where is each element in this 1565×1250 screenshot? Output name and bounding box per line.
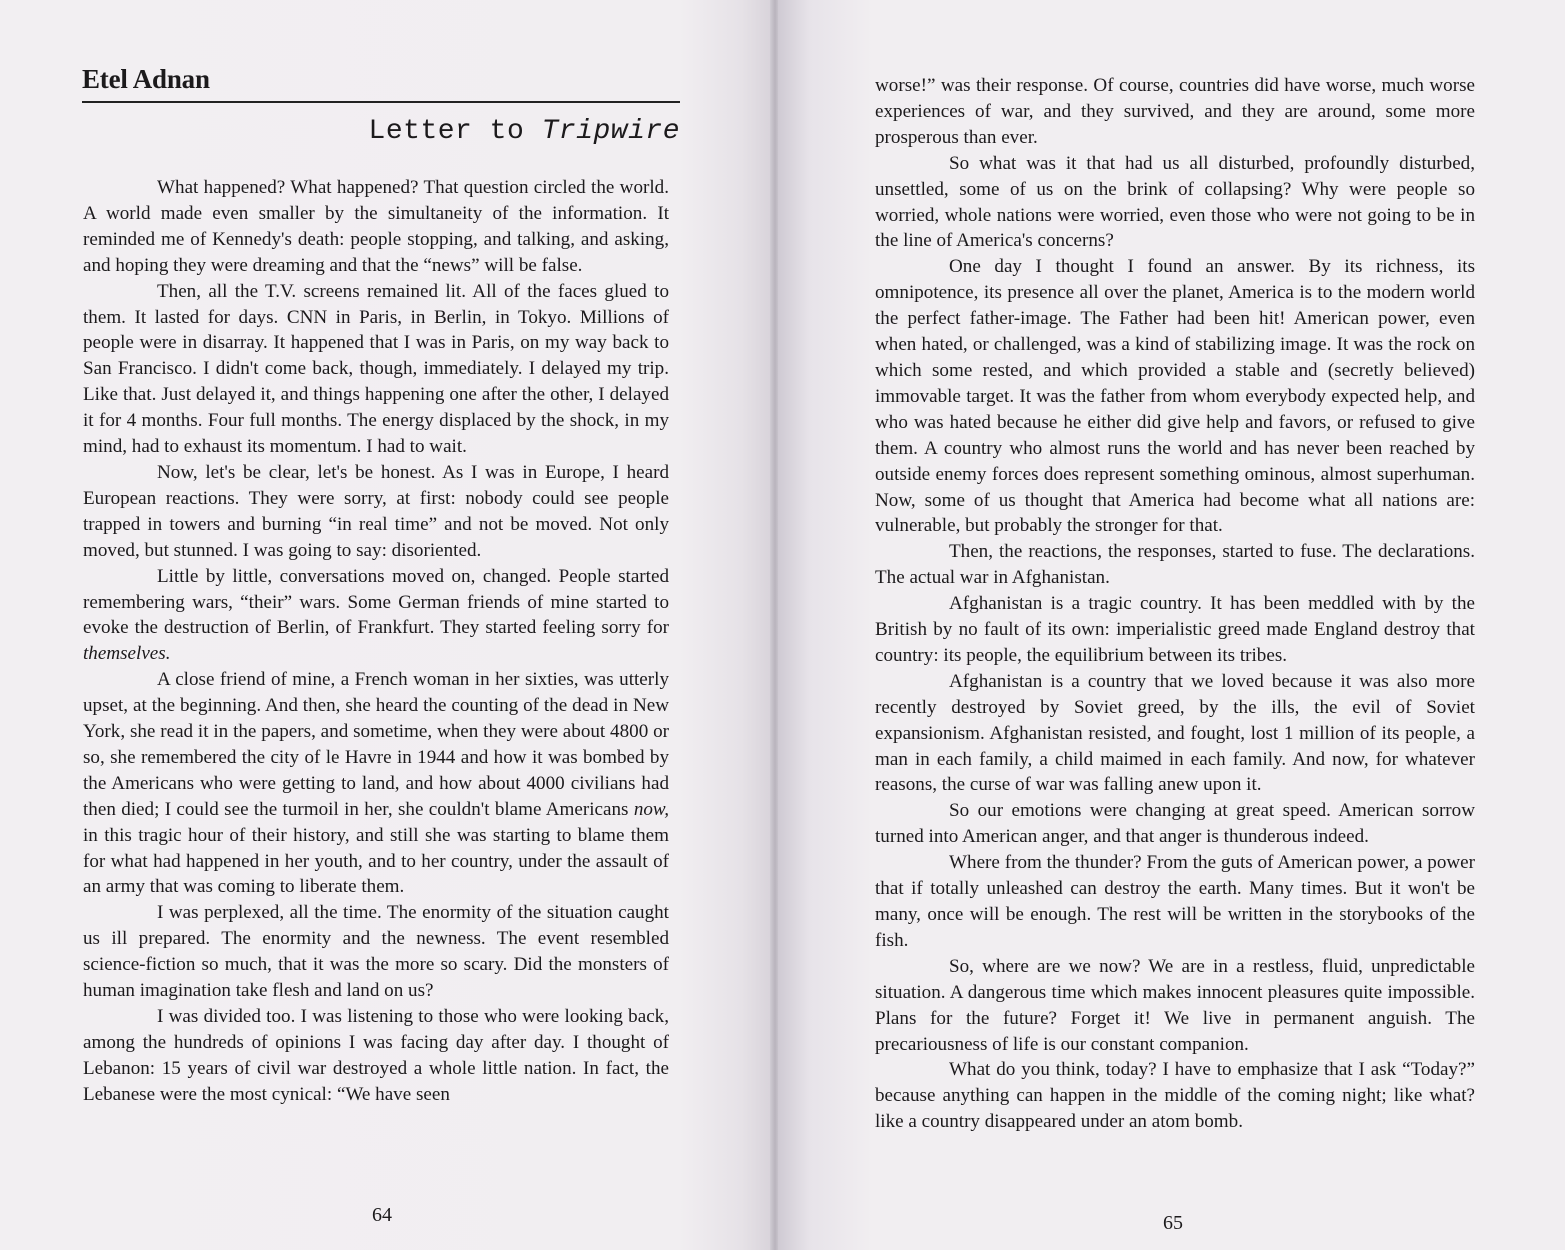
- paragraph-text: Little by little, conversations moved on, changed. People started remembering wars, “their” wars. Some German friends of mine started to evoke the destruction of Berlin, of Frankfurt. They started feeling sorry for: [83, 565, 669, 639]
- paragraph: What happened? What happened? That question circled the world. A world made even smaller by the simultaneity of the information. It reminded me of Kennedy's death: people stopping, and talking, and asking, and hoping they were dreaming and that the “news” will be false.: [83, 177, 669, 276]
- paragraph: [83, 667, 669, 900]
- left-body-text: [83, 175, 669, 1108]
- paragraph: [83, 564, 669, 668]
- paragraph: So what was it that had us all disturbed, profoundly disturbed, unsettled, some of us on the brink of collapsing? Why were people so worried, whole nations were worried, even those who were not going to be in the line of America's concerns?: [875, 152, 1475, 252]
- paragraph: Now, let's be clear, let's be honest. As I was in Europe, I heard European reactions. They were sorry, at first: nobody could see people trapped in towers and burning “in real time” and not be moved. Not only moved, but stunned. I was going to say: disoriented.: [83, 461, 669, 561]
- paragraph: What do you think, today? I have to emphasize that I ask “Today?” because anything can happen in the middle of the coming night; like what? like a country disappeared under an atom bomb.: [875, 1059, 1475, 1133]
- paragraph-continuation: worse!” was their response. Of course, countries did have worse, much worse experiences of war, and they survived, and they are around, some more prosperous than ever.: [875, 75, 1475, 148]
- paragraph: Where from the thunder? From the guts of American power, a power that if totally unleashed can destroy the earth. Many times. But it won't be many, once will be enough. The rest will be written in the storybooks of the fish.: [875, 852, 1475, 951]
- paragraph: Afghanistan is a tragic country. It has been meddled with by the British by no fault of its own: imperialistic greed made England destroy that country: its people, the equilibrium between its tribes.: [875, 593, 1475, 666]
- paragraph: Then, all the T.V. screens remained lit. All of the faces glued to them. It lasted for days. CNN in Paris, in Berlin, in Tokyo. Millions of people were in disarray. It happened that I was in Paris, on my way back to San Francisco. I didn't come back, though, immediately. I delayed my trip. Like that. Just delayed it, and things happening one after the other, I delayed it for 4 months. Four full months. The energy displaced by the shock, in my mind, had to exhaust its momentum. I had to wait.: [83, 280, 669, 458]
- paragraph: I was perplexed, all the time. The enormity of the situation caught us ill prepared. The enormity and the newness. The event resembled science-fiction so much, that it was the more so scary. Did the monsters of human imagination take flesh and land on us?: [83, 902, 669, 1002]
- title-italic: Tripwire: [541, 116, 680, 147]
- author-name: Etel Adnan: [82, 64, 210, 94]
- title-prefix: Letter to: [368, 116, 542, 147]
- paragraph-text: in this tragic hour of their history, and still she was starting to blame them for what had happened in her youth, and to her country, under the assault of an army that was coming to liberate them.: [83, 824, 669, 898]
- right-body-text: [875, 73, 1475, 1135]
- emphasis: now,: [633, 798, 669, 820]
- paragraph: So, where are we now? We are in a restless, fluid, unpredictable situation. A dangerous time which makes innocent pleasures quite impossible. Plans for the future? Forget it! We live in permanent anguish. The precariousness of life is our constant companion.: [875, 955, 1475, 1055]
- paragraph: Afghanistan is a country that we loved because it was also more recently destroyed by Soviet greed, by the ills, the evil of Soviet expansionism. Afghanistan resisted, and fought, lost 1 million of its people, a man in each family, a child maimed in each family. And now, for whatever reasons, the curse of war was falling anew upon it.: [875, 670, 1475, 796]
- paragraph: So our emotions were changing at great speed. American sorrow turned into American anger, and that anger is thunderous indeed.: [875, 800, 1475, 848]
- left-page: [0, 0, 772, 1250]
- page-number: 65: [1163, 1212, 1183, 1234]
- paragraph-text: A close friend of mine, a French woman in her sixties, was utterly upset, at the beginning. And then, she heard the counting of the dead in New York, she read it in the papers, and sometime, when they were about 4800 or so, she remembered the city of le Havre in 1944 and how it was bombed by the Americans who were getting to land, and how about 4000 civilians had then died; I could see the turmoil in her, she couldn't blame Americans: [83, 669, 669, 820]
- paragraph: I was divided too. I was listening to those who were looking back, among the hundreds of opinions I was facing day after day. I thought of Lebanon: 15 years of civil war destroyed a whole little nation. In fact, the Lebanese were the most cynical: “We have seen: [83, 1006, 669, 1105]
- paragraph: One day I thought I found an answer. By its richness, its omnipotence, its presence all over the planet, America is to the modern world the perfect father-image. The Father had been hit! American power, even when hated, or challenged, was a kind of stabilizing image. It was the rock on which some rested, and which provided a stable and (secretly believed) immovable target. It was the father from whom everybody expected help, and who was hated because he either did give help and favors, or refused to give them. A country who almost runs the world and has never been reached by outside enemy forces does represent something ominous, almost superhuman. Now, some of us thought that America had become what all nations are: vulnerable, but probably the stronger for that.: [875, 256, 1475, 537]
- emphasis: themselves.: [83, 643, 171, 665]
- page-number: 64: [372, 1204, 392, 1226]
- article-title: [369, 116, 680, 147]
- paragraph: Then, the reactions, the responses, started to fuse. The declarations. The actual war in Afghanistan.: [875, 541, 1475, 589]
- title-rule: [82, 101, 680, 103]
